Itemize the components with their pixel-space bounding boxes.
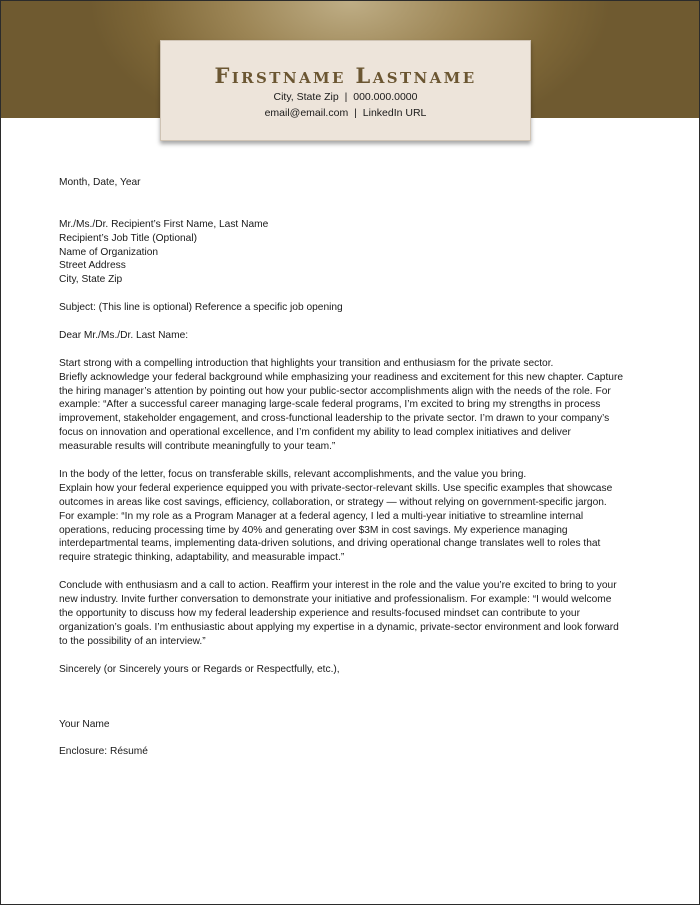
applicant-name: Firstname Lastname [214,63,477,88]
recipient-street: Street Address [59,260,126,272]
paragraph-introduction [59,357,649,454]
signature-name: Your Name [59,718,110,730]
separator: | [344,91,348,103]
salutation: Dear Mr./Ms./Dr. Last Name: [59,329,189,341]
paragraph-line: Briefly acknowledge your federal background while emphasizing your readiness and excitement for this new chapter. Capture [59,371,624,383]
paragraph-body [59,468,649,565]
paragraph-line: Conclude with enthusiasm and a call to action. Reaffirm your interest in the role and the value you’re excited to bring to your [59,580,617,592]
paragraph-line: the opportunity to discuss how my federal leadership experience and results-focused mindset can contribute to your [59,607,580,619]
paragraph-line: the hiring manager’s attention by pointing out how your public-sector accomplishments align with the needs of the role. For [59,385,611,397]
contact-line-2 [161,105,530,121]
phone: 000.000.0000 [353,91,418,103]
letter-date: Month, Date, Year [59,177,141,188]
recipient-city: City, State Zip [59,274,123,286]
enclosure-line: Enclosure: Résumé [59,746,148,758]
separator: | [354,107,357,119]
recipient-block [59,218,649,288]
paragraph-line: Start strong with a compelling introduction that highlights your transition and enthusiasm for the private sector. [59,357,554,369]
linkedin-url: LinkedIn URL [362,107,427,119]
paragraph-line: Explain how your federal experience equipped you with private-sector-relevant skills. Use specific examples that showcase [59,482,613,494]
letter-body [59,176,649,759]
paragraph-line: example: “After a successful career managing large-scale federal programs, I’m excited to bring my strengths in process [59,399,601,411]
paragraph-line: measurable results will contribute meaningfully to your team.” [59,441,336,453]
paragraph-line: organization’s goals. I’m enthusiastic about applying my expertise in a dynamic, private-sector environment and look forward [59,621,619,633]
city-state-zip: City, State Zip [273,91,339,103]
contact-line-1 [161,89,530,105]
paragraph-line: require strategic thinking, adaptability, and measurable impact.” [59,552,345,564]
paragraph-line: operations, reducing processing time by 40% and generating over $3M in cost savings. My experience managing [59,524,568,536]
closing: Sincerely (or Sincerely yours or Regards or Respectfully, etc.), [59,663,340,675]
paragraph-line: new industry. Invite further conversation to demonstrate your initiative and professionalism. For example: “I would welcome [59,594,612,606]
recipient-organization: Name of Organization [59,246,159,258]
paragraph-line: For example: “In my role as a Program Manager at a federal agency, I led a multi-year initiative to streamline internal [59,510,584,522]
paragraph-line: In the body of the letter, focus on transferable skills, relevant accomplishments, and the value you bring. [59,468,527,480]
recipient-name: Mr./Ms./Dr. Recipient’s First Name, Last Name [59,218,269,230]
paragraph-line: focus on innovation and operational excellence, and I’m confident my ability to lead complex initiatives and deliver [59,427,571,439]
paragraph-conclusion [59,579,649,649]
name-card [160,40,531,141]
subject-line: Subject: (This line is optional) Reference a specific job opening [59,302,343,314]
email: email@email.com [264,107,349,119]
recipient-title: Recipient’s Job Title (Optional) [59,232,197,244]
paragraph-line: interdepartmental teams, implementing data-driven solutions, and driving operational change translates well to roles that [59,538,601,550]
paragraph-line: to the possibility of an interview.” [59,635,206,647]
paragraph-line: improvement, stakeholder engagement, and cross-functional leadership to the private sector. I’m drawn to your company’s [59,413,610,425]
paragraph-line: outcomes in areas like cost savings, efficiency, collaboration, or strategy — without relying on government-specific jargon. [59,496,607,508]
